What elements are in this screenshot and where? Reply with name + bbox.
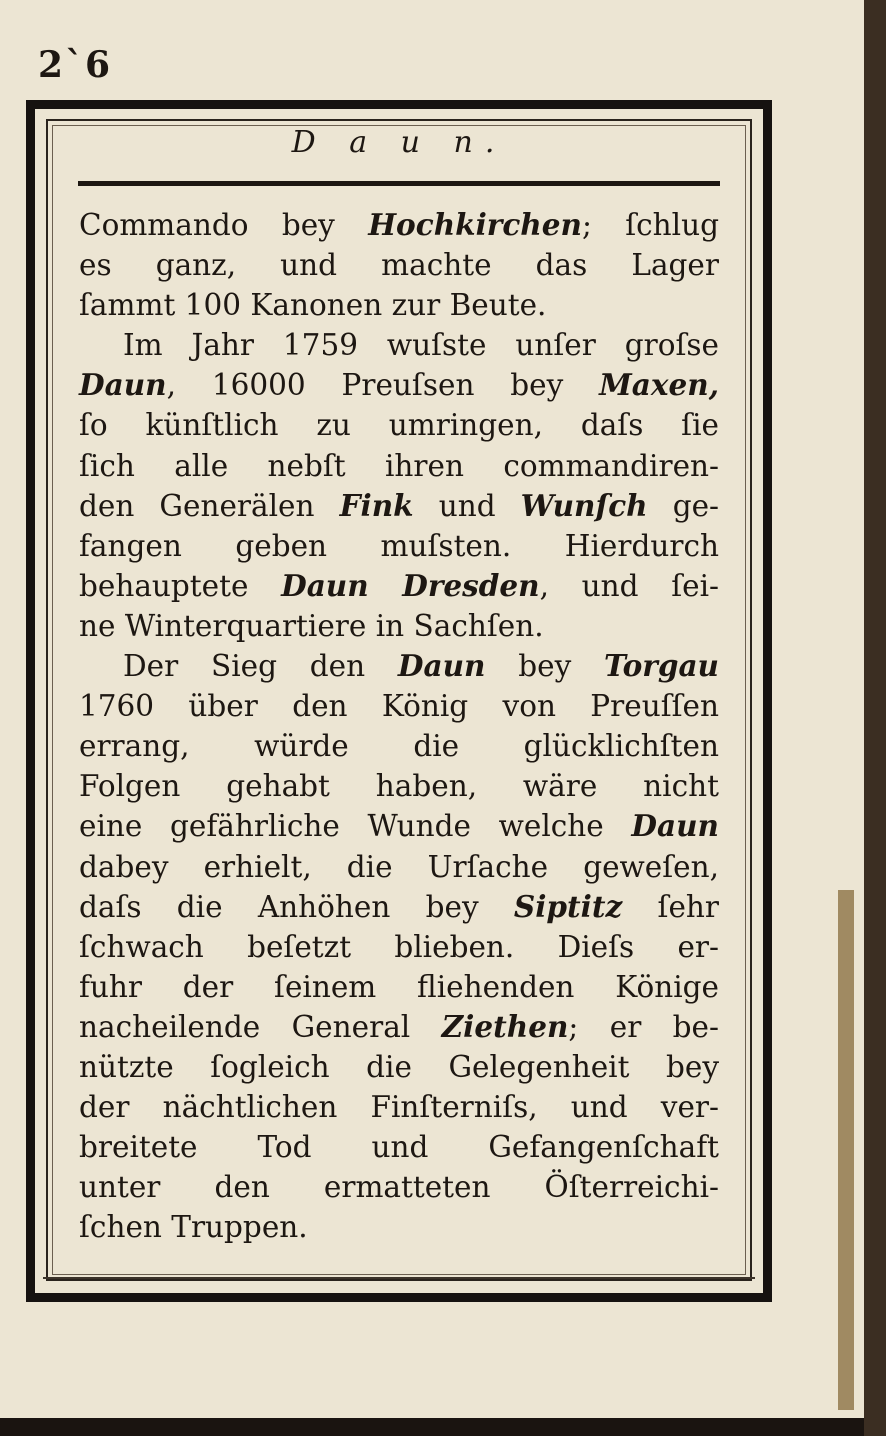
text-line (79, 566, 719, 606)
text-line (79, 285, 719, 325)
italic-name: Ziethen (441, 1008, 569, 1044)
text-line (79, 967, 719, 1007)
text-run: eine gefährliche Wunde welche (79, 809, 632, 844)
italic-name: Torgau (604, 648, 720, 684)
text-line (79, 526, 719, 566)
text-line (79, 1207, 719, 1247)
text-line (79, 726, 719, 766)
text-run: daſs die Anhöhen bey (79, 889, 514, 924)
text-run: ge- (647, 488, 719, 523)
text-run: ſchwach beſetzt blieben. Dieſs er- (79, 929, 719, 964)
text-line (79, 646, 719, 686)
bottom-rule (43, 1277, 755, 1279)
text-line (79, 1167, 719, 1207)
text-line (79, 887, 719, 927)
italic-name: Daun (79, 367, 167, 403)
text-run: , und ſei- (539, 568, 719, 603)
text-run: ne Winterquartiere in Sachſen. (79, 608, 544, 643)
text-line (79, 1047, 719, 1087)
text-line (79, 245, 719, 285)
italic-name: Daun (631, 808, 719, 844)
text-run: unter den ermatteten Öſterreichi- (79, 1170, 719, 1205)
text-line (79, 847, 719, 887)
text-line (79, 1007, 719, 1047)
text-line (79, 405, 719, 445)
text-line (79, 686, 719, 726)
italic-name: Siptitz (513, 888, 623, 924)
text-line (79, 766, 719, 806)
text-run: nacheilende General (79, 1009, 442, 1044)
text-run: ſo künſtlich zu umringen, daſs ſie (79, 408, 719, 443)
text-line (79, 325, 719, 365)
text-run: ; er be- (568, 1009, 719, 1044)
text-run: ſehr (622, 889, 720, 924)
italic-name: Fink (339, 487, 414, 523)
text-run: ſchen Truppen. (79, 1210, 308, 1245)
text-run: Commando bey (79, 208, 369, 242)
text-run: errang, würde die glücklichſten (79, 729, 719, 764)
ornamental-frame (26, 100, 772, 1302)
text-line (79, 1127, 719, 1167)
italic-name: Daun (397, 648, 486, 684)
text-run: Folgen gehabt haben, wäre nicht (79, 769, 719, 804)
text-run: dabey erhielt, die Urſache geweſen, (79, 849, 719, 884)
text-run: es ganz, und machte das Lager (79, 248, 719, 283)
text-line (79, 927, 719, 967)
text-run: fangen geben muſsten. Hierdurch (79, 528, 719, 563)
text-run: der nächtlichen Finſterniſs, und ver- (79, 1090, 719, 1125)
text-run: Im Jahr 1759 wuſste unſer groſse (123, 328, 719, 363)
text-run: ; ſchlug (581, 208, 719, 242)
page-number: 2`6 (38, 44, 113, 86)
entry-heading: D a u n. (291, 125, 507, 160)
text-run: 1760 über den König von Preuſſen (79, 689, 719, 724)
text-line (79, 606, 719, 646)
text-run: den Generälen (79, 488, 340, 523)
italic-name: Daun Dresden (281, 567, 540, 603)
text-run: ſich alle nebſt ihren commandiren- (79, 448, 719, 483)
text-run: breitete Tod und Gefangenſchaft (79, 1130, 719, 1165)
text-run: nützte ſogleich die Gelegenheit bey (79, 1049, 719, 1084)
body-text (79, 205, 719, 1247)
text-line (79, 365, 719, 405)
text-run: , 16000 Preuſsen bey (166, 368, 600, 403)
text-line (79, 486, 719, 526)
text-run: und (413, 488, 521, 523)
text-run: ſammt 100 Kanonen zur Beute. (79, 288, 547, 323)
page-edge-strip (838, 890, 854, 1410)
italic-name: Maxen, (599, 367, 719, 403)
text-line (79, 1087, 719, 1127)
text-run: Der Sieg den (123, 649, 398, 684)
italic-name: Wunſch (520, 487, 648, 523)
text-run: fuhr der ſeinem fliehenden Könige (79, 969, 719, 1004)
text-line (79, 446, 719, 486)
page-edge-shadow (864, 0, 886, 1436)
text-run: behauptete (79, 568, 282, 603)
text-line (79, 205, 719, 245)
italic-name: Hochkirchen (368, 207, 582, 242)
text-line (79, 806, 719, 846)
heading-rule (78, 181, 720, 186)
text-run: bey (485, 649, 605, 684)
